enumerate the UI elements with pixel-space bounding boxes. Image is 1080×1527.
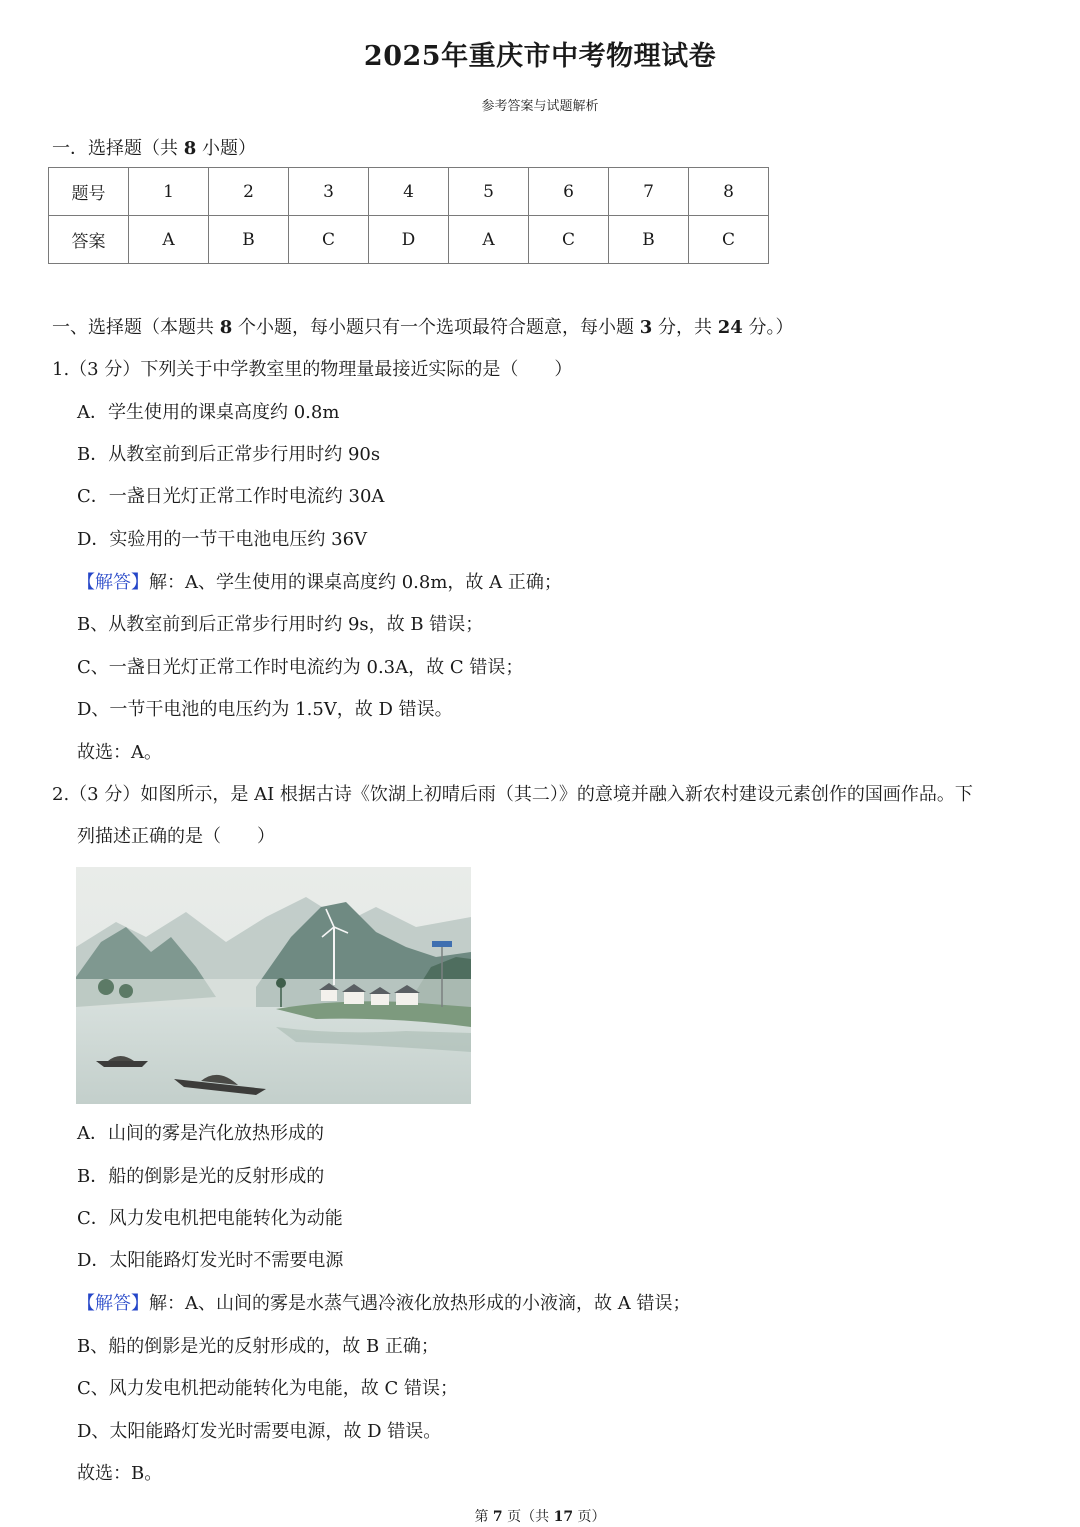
table-cell: A <box>449 216 529 264</box>
table-cell: 4 <box>369 168 449 216</box>
table-cell: 3 <box>289 168 369 216</box>
solution-line: C、风力发电机把动能转化为电能，故 C 错误； <box>77 1378 458 1399</box>
table-cell: 6 <box>529 168 609 216</box>
solution-line: B、船的倒影是光的反射形成的，故 B 正确； <box>77 1336 439 1357</box>
section-heading: 一、选择题（本题共 8 个小题，每小题只有一个选项最符合题意，每小题 3 分，共 24 分。） <box>52 317 794 338</box>
question-option: C．一盏日光灯正常工作时电流约 30A <box>77 486 385 507</box>
page-subtitle: 参考答案与试题解析 <box>481 99 599 114</box>
answer-table-number-row <box>49 168 769 216</box>
table-cell: 8 <box>689 168 769 216</box>
solution-line: 故选：B。 <box>77 1463 163 1484</box>
question-option: C．风力发电机把电能转化为动能 <box>77 1208 343 1229</box>
table-cell: 7 <box>609 168 689 216</box>
solution-line: D、一节干电池的电压约为 1.5V，故 D 错误。 <box>77 699 453 720</box>
question-stem-continued: 列描述正确的是（ ） <box>77 826 275 847</box>
solution-line: C、一盏日光灯正常工作时电流约为 0.3A，故 C 错误； <box>77 657 524 678</box>
solution-line: 【解答】解：A、山间的雾是水蒸气遇冷液化放热形成的小液滴，故 A 错误； <box>77 1293 691 1314</box>
table-cell: 2 <box>209 168 289 216</box>
question-option: B．从教室前到后正常步行用时约 90s <box>77 444 381 465</box>
solution-line: B、从教室前到后正常步行用时约 9s，故 B 错误； <box>77 614 484 635</box>
solution-line: D、太阳能路灯发光时需要电源，故 D 错误。 <box>77 1421 442 1442</box>
table-cell: A <box>129 216 209 264</box>
landscape-painting <box>76 867 471 1104</box>
table-cell: B <box>609 216 689 264</box>
table-header-cell: 答案 <box>49 216 129 264</box>
table-cell: B <box>209 216 289 264</box>
table-cell: C <box>529 216 609 264</box>
question-option: A．学生使用的课桌高度约 0.8m <box>77 402 340 423</box>
question-stem: 2.（3 分）如图所示，是 AI 根据古诗《饮湖上初晴后雨（其二）》的意境并融入新农村建设元素创作的国画作品。下 <box>52 784 973 805</box>
solution-line: 【解答】解：A、学生使用的课桌高度约 0.8m，故 A 正确； <box>77 572 562 593</box>
table-cell: 5 <box>449 168 529 216</box>
question-option: B．船的倒影是光的反射形成的 <box>77 1166 325 1187</box>
question-stem: 1.（3 分）下列关于中学教室里的物理量最接近实际的是（ ） <box>52 359 573 380</box>
answer-table <box>48 167 769 264</box>
table-cell: C <box>289 216 369 264</box>
question-option: D．太阳能路灯发光时不需要电源 <box>77 1250 344 1271</box>
answer-section-heading: 一．选择题（共 8 小题） <box>52 138 256 159</box>
question-option: D．实验用的一节干电池电压约 36V <box>77 529 368 550</box>
table-cell: D <box>369 216 449 264</box>
table-cell: 1 <box>129 168 209 216</box>
page-title: 2025年重庆市中考物理试卷 <box>363 41 717 72</box>
table-header-cell: 题号 <box>49 168 129 216</box>
answer-tag: 【解答】 <box>77 1293 149 1314</box>
page-footer: 第 7 页（共 17 页） <box>474 1509 606 1525</box>
answer-table-answer-row <box>49 216 769 264</box>
table-cell: C <box>689 216 769 264</box>
solution-line: 故选：A。 <box>77 742 162 763</box>
answer-tag: 【解答】 <box>77 572 149 593</box>
question-option: A．山间的雾是汽化放热形成的 <box>77 1123 324 1144</box>
